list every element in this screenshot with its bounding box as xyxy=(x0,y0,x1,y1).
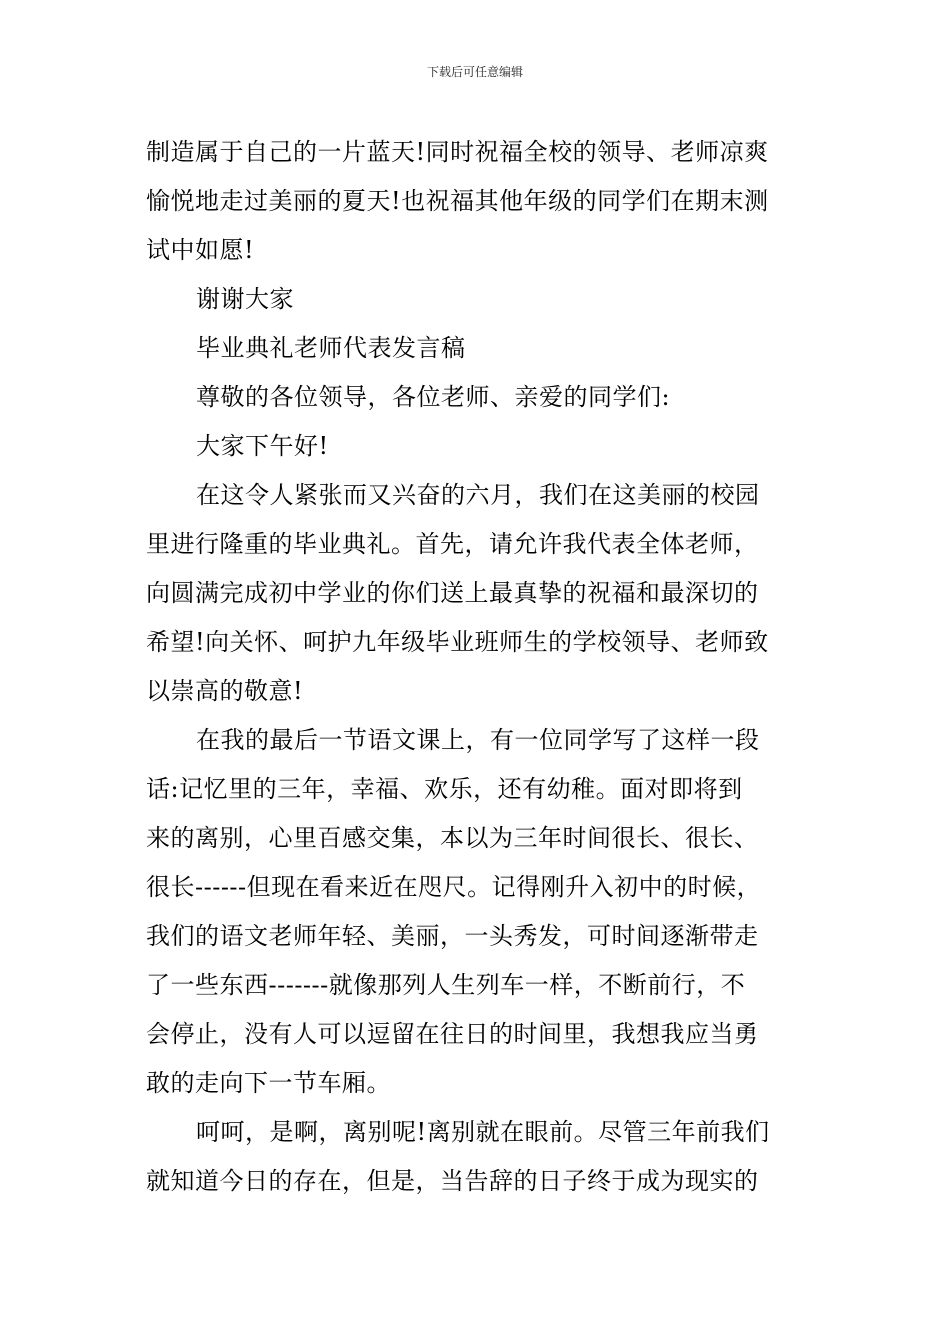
text-line: 制造属于自己的一片蓝天!同时祝福全校的领导、老师凉爽 xyxy=(146,138,769,166)
text-line: 很长------但现在看来近在咫尺。记得刚升入初中的时候， xyxy=(146,873,762,901)
text-line: 在我的最后一节语文课上，有一位同学写了这样一段 xyxy=(196,726,760,754)
text-line: 里进行隆重的毕业典礼。首先，请允许我代表全体老师， xyxy=(146,530,759,558)
text-line: 就知道今日的存在，但是，当告辞的日子终于成为现实的 xyxy=(146,1167,759,1195)
page-header: 下载后可任意编辑 xyxy=(426,65,523,79)
text-line: 话:记忆里的三年，幸福、欢乐，还有幼稚。面对即将到 xyxy=(146,775,743,803)
text-line: 愉悦地走过美丽的夏天!也祝福其他年级的同学们在期末测 xyxy=(146,187,769,215)
text-line: 希望!向关怀、呵护九年级毕业班师生的学校领导、老师致 xyxy=(146,628,769,656)
text-line: 向圆满完成初中学业的你们送上最真挚的祝福和最深切的 xyxy=(146,579,759,607)
text-line: 呵呵，是啊，离别呢!离别就在眼前。尽管三年前我们 xyxy=(196,1118,770,1146)
text-line: 了一些东西-------就像那列人生列车一样，不断前行，不 xyxy=(146,971,746,999)
text-line: 敢的走向下一节车厢。 xyxy=(146,1069,391,1097)
text-line: 会停止，没有人可以逗留在往日的时间里，我想我应当勇 xyxy=(146,1020,759,1048)
text-line: 试中如愿! xyxy=(146,236,255,264)
text-line: 我们的语文老师年轻、美丽，一头秀发，可时间逐渐带走 xyxy=(146,922,759,950)
closing-thanks: 谢谢大家 xyxy=(196,285,294,313)
document-body xyxy=(146,128,821,1206)
text-line: 来的离别，心里百感交集，本以为三年时间很长、很长、 xyxy=(146,824,759,852)
speech-title: 毕业典礼老师代表发言稿 xyxy=(196,334,466,362)
text-line: 在这令人紧张而又兴奋的六月，我们在这美丽的校园 xyxy=(196,481,760,509)
text-line: 以崇高的敬意! xyxy=(146,677,304,705)
greeting: 大家下午好! xyxy=(196,432,329,460)
salutation: 尊敬的各位领导，各位老师、亲爱的同学们: xyxy=(196,383,671,411)
